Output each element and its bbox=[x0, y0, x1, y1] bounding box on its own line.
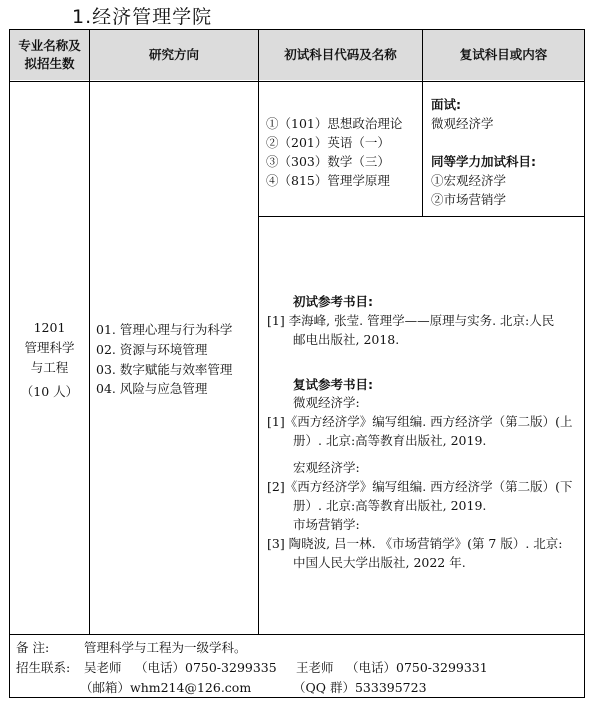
direction-item: 01. 管理心理与行为科学 bbox=[96, 322, 233, 337]
section-title: 1.经济管理学院 bbox=[72, 6, 213, 28]
exam-subject: ③（303）数学（三） bbox=[266, 154, 390, 169]
interview-subject: 微观经济学 bbox=[431, 116, 494, 131]
contact1-name: 吴老师 bbox=[84, 660, 122, 675]
initial-reference-line: 邮电出版社, 2018. bbox=[293, 332, 400, 347]
extra-subjects-label: 同等学力加试科目: bbox=[431, 154, 536, 169]
macro-economics-label: 宏观经济学: bbox=[293, 460, 360, 475]
reference-line: 册）. 北京:高等教育出版社, 2019. bbox=[293, 433, 487, 448]
header-exam-subjects: 初试科目代码及名称 bbox=[259, 30, 422, 80]
marketing-label: 市场营销学: bbox=[293, 517, 360, 532]
micro-economics-label: 微观经济学: bbox=[293, 395, 360, 410]
program-code: 1201 bbox=[33, 320, 66, 335]
program-quota: （10 人） bbox=[20, 384, 79, 399]
col-divider-1 bbox=[89, 29, 90, 635]
contact1-phone: （电话）0750-3299335 bbox=[135, 660, 277, 675]
col-divider-3 bbox=[422, 29, 423, 217]
contact-label: 招生联系: bbox=[16, 660, 71, 675]
header-major-line1: 专业名称及 bbox=[18, 38, 81, 53]
initial-reference-line: [1] 李海峰, 张莹. 管理学——原理与实务. 北京:人民 bbox=[267, 313, 555, 328]
exam-subject: ④（815）管理学原理 bbox=[266, 173, 390, 188]
note-label: 备 注: bbox=[16, 640, 50, 655]
contact2-name: 王老师 bbox=[296, 660, 334, 675]
footer-divider bbox=[9, 634, 585, 635]
header-major-line2: 拟招生数 bbox=[24, 56, 75, 71]
contact1-email: （邮箱）whm214@126.com bbox=[80, 680, 252, 695]
col-divider-2 bbox=[258, 29, 259, 635]
program-name-line1: 管理科学 bbox=[24, 340, 75, 355]
direction-item: 02. 资源与环境管理 bbox=[96, 342, 208, 357]
header-divider bbox=[9, 81, 585, 82]
header-retest-subjects: 复试科目或内容 bbox=[423, 30, 584, 80]
contact2-qq: （QQ 群）533395723 bbox=[293, 680, 427, 695]
extra-subject: ①宏观经济学 bbox=[431, 173, 507, 188]
reference-line: 中国人民大学出版社, 2022 年. bbox=[293, 555, 466, 570]
exam-subject: ②（201）英语（一） bbox=[266, 135, 390, 150]
note-text: 管理科学与工程为一级学科。 bbox=[84, 640, 247, 655]
program-name-line2: 与工程 bbox=[30, 360, 69, 375]
header-research-direction: 研究方向 bbox=[90, 30, 258, 80]
header-major-quota bbox=[10, 30, 89, 80]
retest-references-label: 复试参考书目: bbox=[293, 377, 373, 392]
exam-subject: ①（101）思想政治理论 bbox=[266, 116, 403, 131]
reference-line: [1]《西方经济学》编写组编. 西方经济学（第二版）(上 bbox=[267, 414, 573, 429]
direction-item: 03. 数字赋能与效率管理 bbox=[96, 362, 233, 377]
interview-label: 面试: bbox=[431, 97, 461, 112]
extra-subject: ②市场营销学 bbox=[431, 192, 507, 207]
initial-references-label: 初试参考书目: bbox=[293, 294, 373, 309]
reference-line: 册）. 北京:高等教育出版社, 2019. bbox=[293, 498, 487, 513]
contact2-phone: （电话）0750-3299331 bbox=[346, 660, 488, 675]
reference-line: [2]《西方经济学》编写组编. 西方经济学（第二版）(下 bbox=[267, 479, 573, 494]
reference-line: [3] 陶晓波, 吕一林. 《市场营销学》(第 7 版）. 北京: bbox=[267, 536, 563, 551]
direction-item: 04. 风险与应急管理 bbox=[96, 381, 208, 396]
